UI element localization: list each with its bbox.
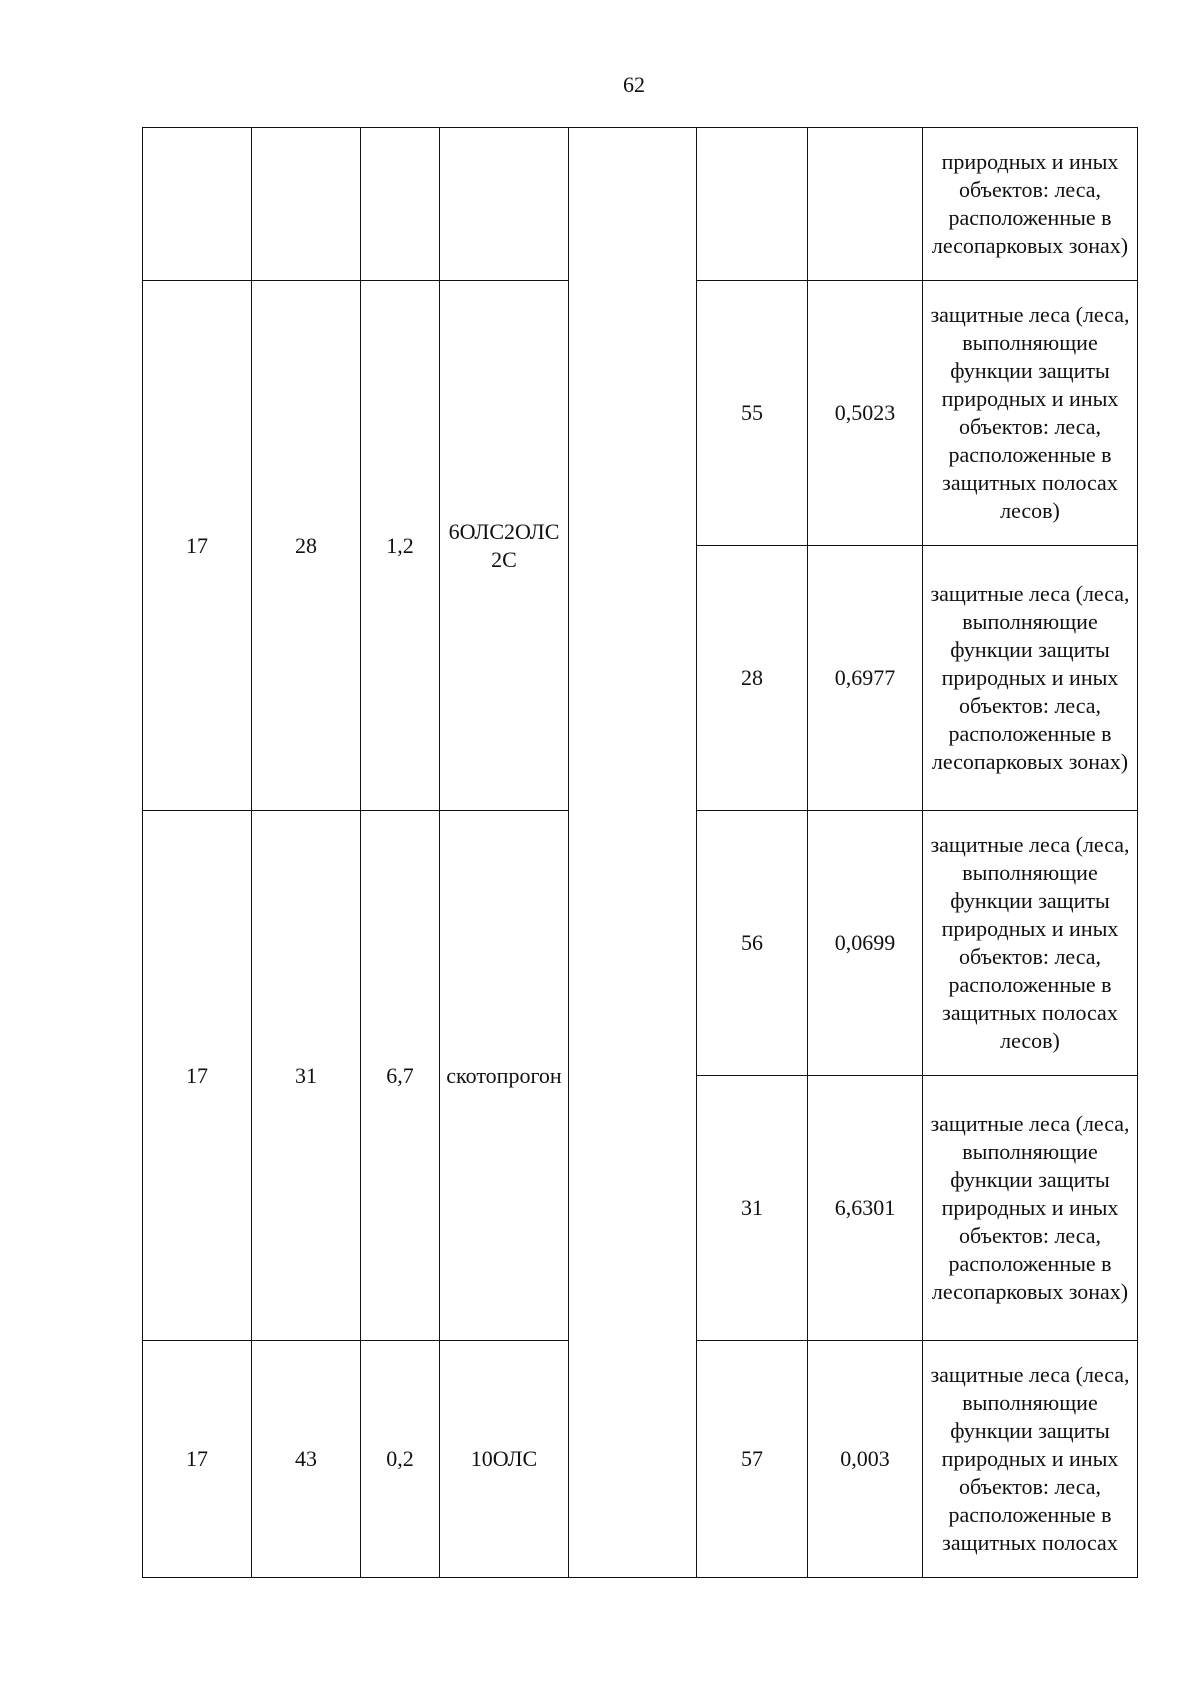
table-cell-subarea: 0,5023 [808, 281, 923, 546]
table-cell-empty [361, 128, 440, 281]
table-cell-number: 31 [697, 1076, 808, 1341]
table-cell-number: 55 [697, 281, 808, 546]
table-cell-number: 56 [697, 811, 808, 1076]
table-cell-number: 28 [697, 546, 808, 811]
table-cell-empty [440, 128, 569, 281]
table-cell-section: 31 [252, 811, 361, 1341]
table-cell-composition: 10ОЛС [440, 1341, 569, 1578]
table-cell-merged-column [569, 128, 697, 1578]
table-cell-area: 6,7 [361, 811, 440, 1341]
table-cell-empty [252, 128, 361, 281]
table-cell-description: природных и иных объектов: леса, расположенные в лесопарковых зонах) [923, 128, 1138, 281]
table-cell-section: 28 [252, 281, 361, 811]
table-cell-quarter: 17 [143, 281, 252, 811]
table-cell-area: 0,2 [361, 1341, 440, 1578]
table-cell-section: 43 [252, 1341, 361, 1578]
table-cell-composition: скотопрогон [440, 811, 569, 1341]
table-cell-empty [143, 128, 252, 281]
table-cell-subarea: 0,0699 [808, 811, 923, 1076]
table-cell-quarter: 17 [143, 811, 252, 1341]
table-cell-number: 57 [697, 1341, 808, 1578]
land-plot-table [142, 127, 1138, 1578]
table-cell-description: защитные леса (леса, выполняющие функции защиты природных и иных объектов: леса, расположенные в защитных полосах лесов) [923, 811, 1138, 1076]
table-row [143, 128, 1138, 281]
table-cell-area: 1,2 [361, 281, 440, 811]
table-cell-subarea: 6,6301 [808, 1076, 923, 1341]
table-cell-empty [808, 128, 923, 281]
table-cell-quarter: 17 [143, 1341, 252, 1578]
table-cell-empty [697, 128, 808, 281]
table-cell-description: защитные леса (леса, выполняющие функции защиты природных и иных объектов: леса, расположенные в лесопарковых зонах) [923, 1076, 1138, 1341]
table-cell-subarea: 0,003 [808, 1341, 923, 1578]
table-cell-composition: 6ОЛС2ОЛС2С [440, 281, 569, 811]
table-cell-description: защитные леса (леса, выполняющие функции защиты природных и иных объектов: леса, расположенные в защитных полосах [923, 1341, 1138, 1578]
page-number: 62 [623, 72, 645, 97]
table-cell-subarea: 0,6977 [808, 546, 923, 811]
table-cell-description: защитные леса (леса, выполняющие функции защиты природных и иных объектов: леса, расположенные в лесопарковых зонах) [923, 546, 1138, 811]
table-cell-description: защитные леса (леса, выполняющие функции защиты природных и иных объектов: леса, расположенные в защитных полосах лесов) [923, 281, 1138, 546]
